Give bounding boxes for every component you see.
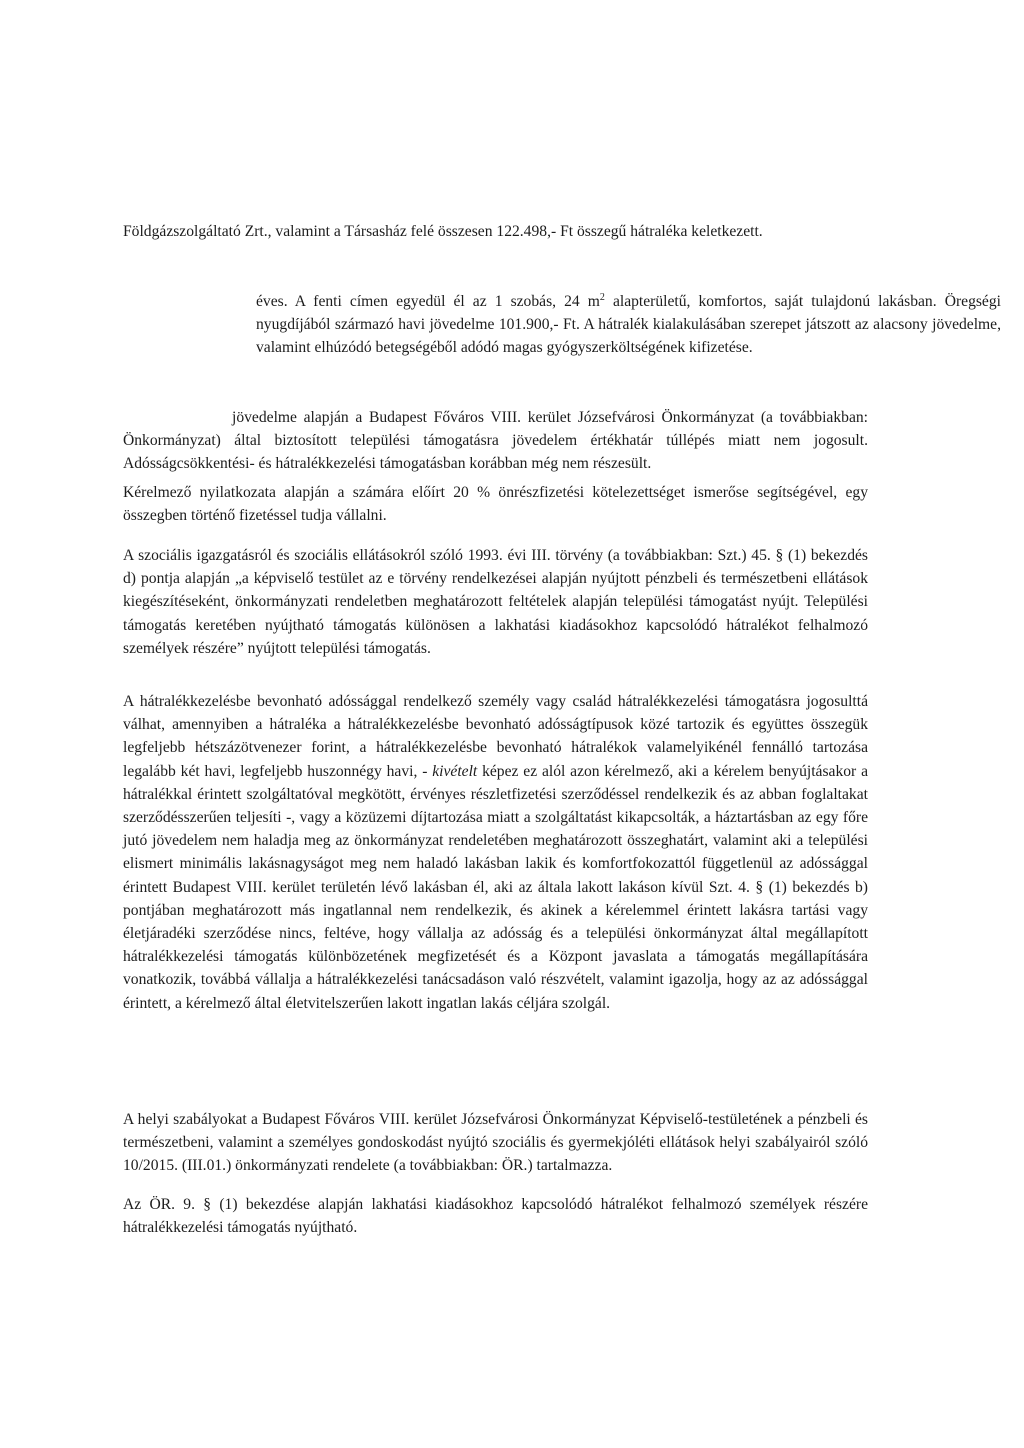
paragraph-self-contribution: Kérelmező nyilatkozata alapján a számára előírt 20 % önrészfizetési kötelezettséget ismerőse segítségével, egy összegben történő fizetéssel tudja vállalni. bbox=[123, 484, 868, 525]
paragraph-legal-basis: A szociális igazgatásról és szociális ellátásokról szóló 1993. évi III. törvény (a továbbiakban: Szt.) 45. § (1) bekezdés d) pontja alapján „a képviselő testület az e törvény rendelkezései alapján nyújtott pénzbeli és természetbeni ellátások kiegészítéseként, önkormányzati rendeletben meghatározott feltételek alapján települési támogatást nyújt. Települési támogatás keretében nyújtható támogatás különösen a lakhatási kiadásokhoz kapcsolódó hátralékot felhalmozó személyek részére” nyújtott települési támogatás. bbox=[123, 547, 868, 657]
paragraph-eligibility-conditions: A hátralékkezelésbe bevonható adóssággal rendelkező személy vagy család hátralékkezelési támogatásra jogosulttá válhat, amennyiben a hátraléka a hátralékkezelésbe bevonható adósságtípusok közé tartozik és együttes összegük legfeljebb hétszázötvenezer forint, a hátralékkezelésbe bevonható hátralékok valamelyikénél fennálló tartozása legalább két havi, legfeljebb huszonnégy havi, - kivételt képez ez alól azon kérelmező, aki a kérelem benyújtásakor a hátralékkal érintett szolgáltatóval megkötött, érvényes részletfizetési szerződéssel rendelkezik és az abban foglaltakat szerződésszerűen teljesíti -, vagy a közüzemi díjtartozása miatt a szolgáltatást kikapcsolták, a háztartásban az egy főre jutó jövedelem nem haladja meg az önkormányzat rendeletében meghatározott összeghatárt, valamint aki a települési elismert minimális lakásnagyságot meg nem haladó lakásban lakik és komfortfokozattól függetlenül az adóssággal érintett Budapest VIII. kerület területén lévő lakásban él, aki az általa lakott lakáson kívül Szt. 4. § (1) bekezdés b) pontjában meghatározott más ingatlannal nem rendelkezik, és akinek a kérelemmel érintett lakásra tartási vagy életjáradéki szerződése nincs, feltéve, hogy vállalja az adósság és a települési önkormányzat által megállapított hátralékkezelési támogatás különbözetének megfizetését és a Központ javaslata a támogatás megállapítására vonatkozik, továbbá vállalja a hátralékkezelési tanácsadáson való részvételt, valamint igazolja, hogy az az adóssággal érintett, a kérelmező által életvitelszerűen lakott ingatlan lakás céljára szolgál. bbox=[123, 693, 869, 1012]
paragraph-income-eligibility: jövedelme alapján a Budapest Főváros VIII. kerület Józsefvárosi Önkormányzat (a továbbiakban: Önkormányzat) által biztosított települési támogatásra jövedelem értékhatár túllépés miatt nem jogosult. Adósságcsökkentési- és hátralékkezelési támogatásban korábban még nem részesült. bbox=[123, 409, 868, 473]
paragraph-local-rules: A helyi szabályokat a Budapest Főváros VIII. kerület Józsefvárosi Önkormányzat Képviselő-testületének a pénzbeli és természetbeni, valamint a személyes gondoskodást nyújtó szociális és gyermekjóléti ellátások helyi szabályairól szóló 10/2015. (III.01.) önkormányzati rendelete (a továbbiakban: ÖR.) tartalmazza. bbox=[123, 1111, 868, 1175]
paragraph-living-situation: éves. A fenti címen egyedül él az 1 szobás, 24 $m^2$ alapterületű, komfortos, saját tulajdonú lakásban. Öregségi nyugdíjából származó havi jövedelme 101.900,- Ft. A hátralék kialakulásában szerepet játszott az alacsony jövedelme, valamint elhúzódó betegségéből adódó magas gyógyszerköltségének kifizetése. bbox=[256, 291, 1001, 357]
paragraph-local-regulation: Az ÖR. 9. § (1) bekezdése alapján lakhatási kiadásokhoz kapcsolódó hátralékot felhalmozó személyek részére hátralékkezelési támogatás nyújtható. bbox=[123, 1196, 868, 1237]
paragraph-arrears-summary: Földgázszolgáltató Zrt., valamint a Társasház felé összesen 122.498,- Ft összegű hátraléka keletkezett. bbox=[123, 223, 763, 240]
